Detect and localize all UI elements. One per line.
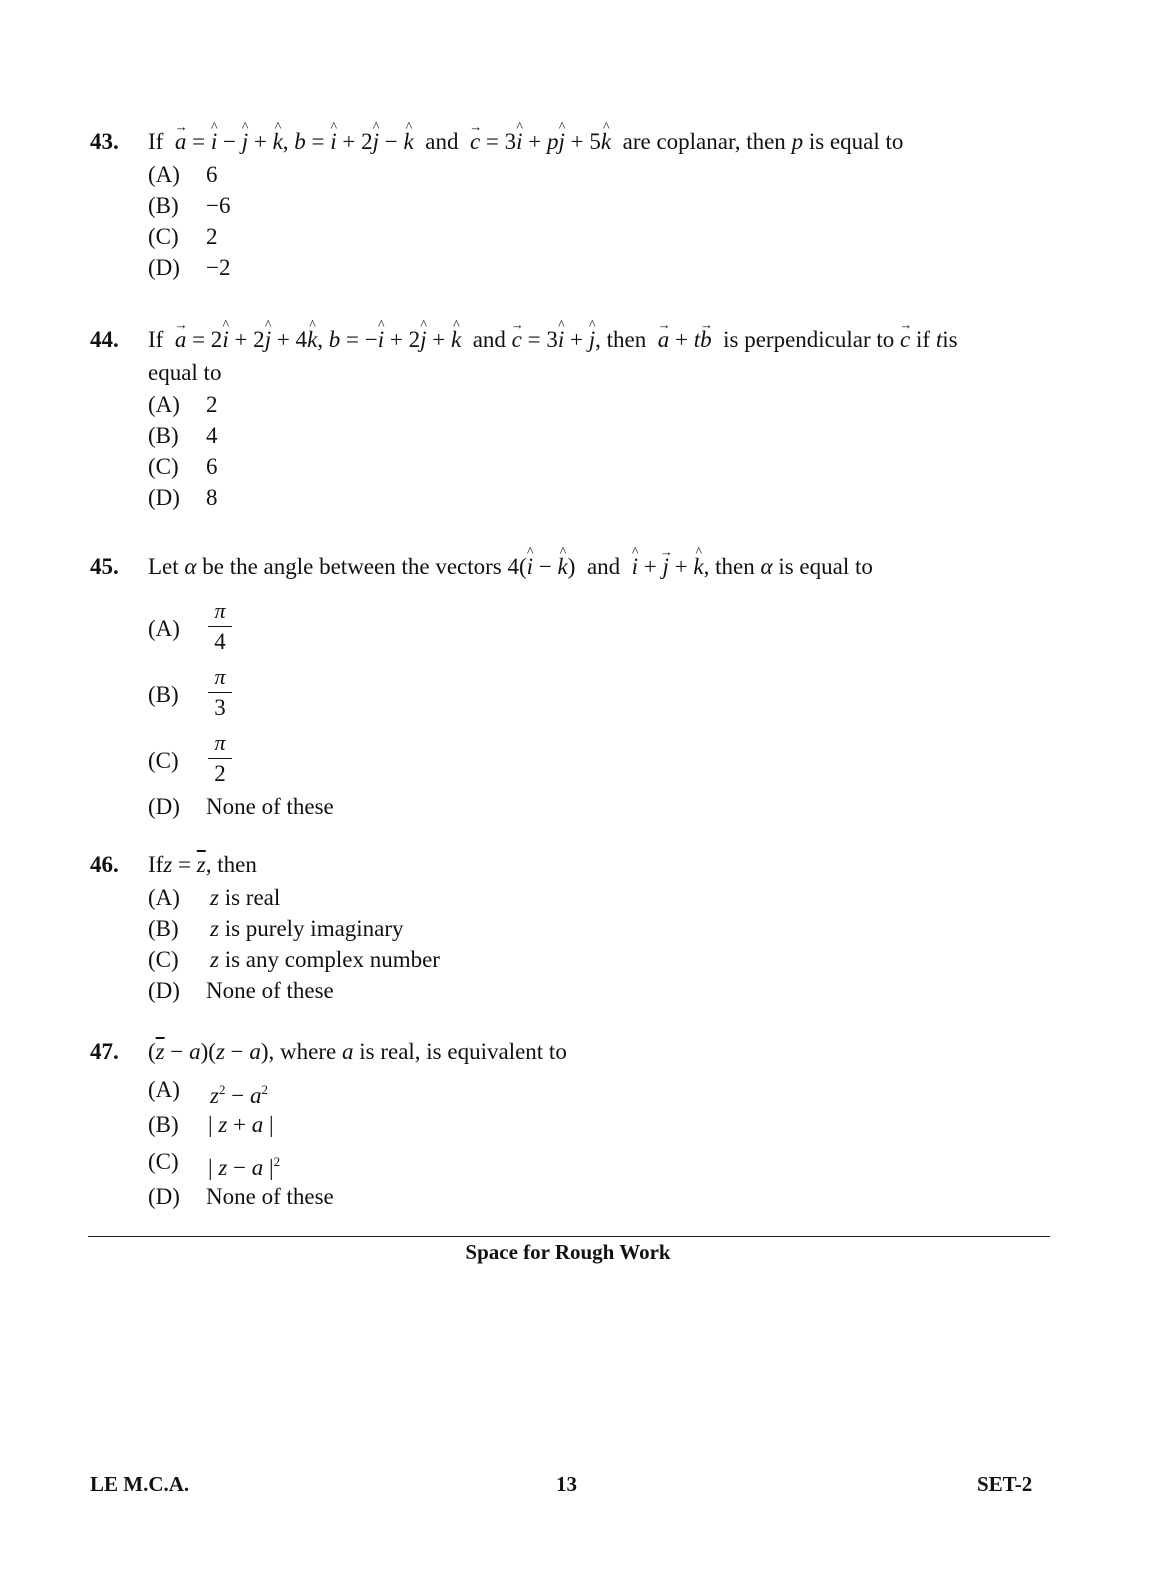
option: (B) 4 xyxy=(148,423,218,448)
question-47 xyxy=(90,1035,1070,1212)
question-number: 44. xyxy=(90,327,119,352)
question-number: 45. xyxy=(90,554,119,579)
question-43 xyxy=(90,125,1070,283)
fraction: π 2 xyxy=(208,730,232,787)
option: (B) | z + a | xyxy=(148,1107,1070,1143)
fraction: π 3 xyxy=(208,664,232,721)
math-expression: $z^2 - a^2$ xyxy=(210,1082,268,1108)
question-number: 46. xyxy=(90,852,119,877)
option: (C) | z − a $|^2$ xyxy=(148,1143,1070,1181)
math-expression: i ^ + j → + k ^ xyxy=(626,554,704,579)
page-number: 13 xyxy=(556,1472,577,1496)
divider xyxy=(88,1236,1050,1237)
question-text: Ifz = $\overline{z}$, then xyxy=(148,852,257,877)
option: (D) None of these xyxy=(148,1184,334,1209)
option: (C) z is any complex number xyxy=(148,947,440,972)
question-text-continued: equal to xyxy=(148,360,222,385)
option: (C) 2 xyxy=(148,224,218,249)
footer-left: LE M.C.A. xyxy=(90,1472,190,1496)
footer-right: SET-2 xyxy=(977,1472,1033,1496)
math-expression: | z + a | xyxy=(208,1112,274,1137)
question-text: If a → = 2i ^ + 2j ^ + 4k ^, b = −i ^ + 2j ^ + k ^ and c → = 3i ^ + j ^, then a → + tb → is perpendicular to c → if tis xyxy=(148,323,958,357)
question-46 xyxy=(90,848,1070,1006)
option: (D) 8 xyxy=(148,485,218,510)
math-expression: 4(i ^ − k ^) xyxy=(508,554,582,579)
question-45 xyxy=(90,550,1070,822)
math-expression: $z = \overline{z}$ xyxy=(163,852,206,877)
question-text: $(\overline{z} - a)(z - a)$, where a is real, is equivalent to xyxy=(148,1039,567,1064)
option: (B) π 3 xyxy=(148,662,1070,728)
option: (A) z is real xyxy=(148,885,281,910)
fraction: π 4 xyxy=(208,598,232,655)
option: (D) None of these xyxy=(148,794,334,819)
math-expression: c → = 3i ^ + pj ^ + 5k ^ xyxy=(464,129,617,154)
rough-work-label: Space for Rough Work xyxy=(465,1240,671,1264)
option: (D) None of these xyxy=(148,978,334,1003)
option: (C) π 2 xyxy=(148,728,1070,794)
math-expression: $(\overline{z} - a)(z - a)$ xyxy=(148,1039,269,1064)
math-expression: | z − a $|^2$ xyxy=(208,1154,281,1180)
math-expression: c → xyxy=(900,323,910,357)
math-expression: a → + tb → xyxy=(652,327,717,352)
math-expression: a → = 2i ^ + 2j ^ + 4k ^, b = −i ^ + 2j ^ + k ^ xyxy=(169,327,467,352)
option: (B) z is purely imaginary xyxy=(148,916,404,941)
question-text: Let α be the angle between the vectors 4(i ^ − k ^) and i ^ + j → + k ^, then α is equal to xyxy=(148,550,873,584)
math-expression: a → = i ^ − j ^ + k ^, b = i ^ + 2j ^ − k ^ xyxy=(169,129,419,154)
option: (A) π 4 xyxy=(148,596,1070,662)
math-expression: c → = 3i ^ + j ^ xyxy=(512,327,595,352)
option: (A) 2 xyxy=(148,392,218,417)
question-text: If a → = i ^ − j ^ + k ^, b = i ^ + 2j ^ − k ^ and c → = 3i ^ + pj ^ + 5k ^ are coplanar, then p is equal to xyxy=(148,125,903,159)
question-number: 47. xyxy=(90,1039,119,1064)
question-44 xyxy=(90,323,1070,513)
option: (C) 6 xyxy=(148,454,218,479)
question-number: 43. xyxy=(90,129,119,154)
option: (D) −2 xyxy=(148,255,231,280)
option: (A) $z^2 - a^2$ xyxy=(148,1073,1070,1107)
option: (A) 6 xyxy=(148,162,218,187)
option: (B) −6 xyxy=(148,193,231,218)
